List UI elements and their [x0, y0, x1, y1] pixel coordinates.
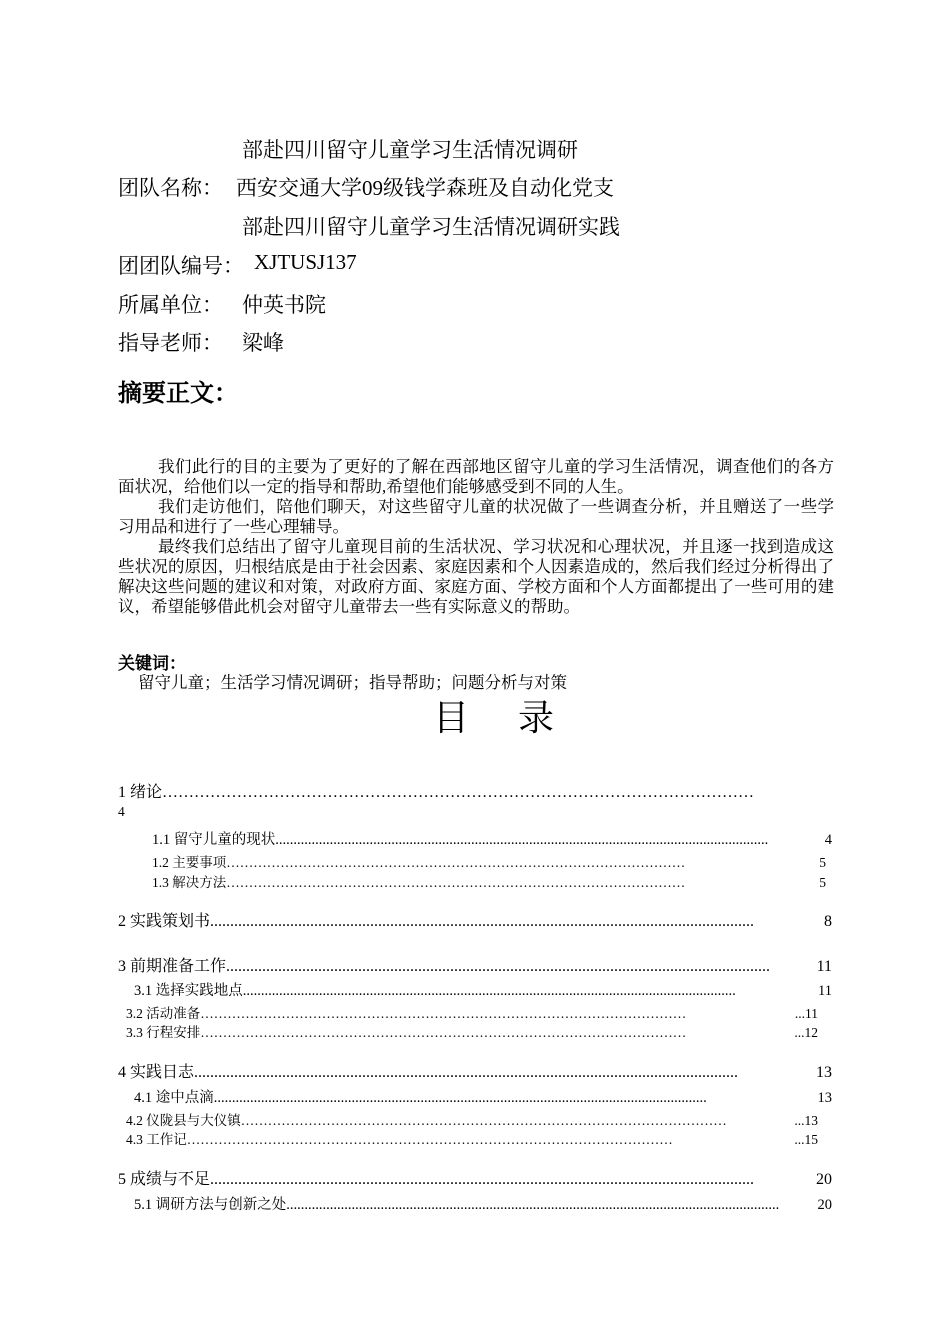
toc-leader: ……………………………………………………………………………………………… [240, 1113, 727, 1128]
toc-entry-label: 5 成绩与不足 [118, 1171, 211, 1188]
abstract-title: 摘要正文： [118, 381, 238, 407]
toc-page-number: 5 [819, 855, 826, 870]
toc-entry-label: 4.2 仪陇县与大仪镇 [126, 1113, 241, 1128]
abstract-paragraph-2: 我们走访他们，陪他们聊天，对这些留守儿童的状况做了一些调查分析，并且赠送了一些学习用品和进行了一些心理辅导。 [118, 497, 834, 536]
toc-entry[interactable] [152, 871, 826, 891]
team-id-label: 团团队编号： [118, 254, 244, 278]
toc-page-number: 20 [816, 1171, 832, 1188]
toc-page-number: ...15 [794, 1132, 818, 1147]
toc-title: 目 录 [433, 698, 575, 738]
toc-entry-label: 2 实践策划书 [118, 913, 211, 930]
toc-page-number: ...12 [794, 1025, 818, 1040]
toc-entry-label: 3.1 选择实践地点 [134, 983, 243, 999]
toc-page-number: 11 [818, 983, 832, 999]
toc-leader: ........................................................................................................................................ [210, 1171, 755, 1188]
toc-leader: ……………………………………………………………………………………………… [200, 1025, 687, 1040]
unit-label: 所属单位： [118, 293, 223, 317]
advisor-label: 指导老师： [118, 331, 223, 355]
toc-page-number: 13 [816, 1064, 832, 1081]
toc-leader: ………………………………………………………………………………………… [226, 875, 686, 890]
toc-page-number: 5 [819, 875, 826, 890]
toc-page-number: ...11 [794, 1006, 818, 1021]
toc-leader: ........................................................................................................................................ [286, 1197, 780, 1213]
abstract-paragraph-1: 我们此行的目的主要为了更好的了解在西部地区留守儿童的学习生活情况，调查他们的各方面状况，给他们以一定的指导和帮助,希望他们能够感受到不同的人生。 [118, 457, 834, 496]
toc-entry-label: 1 绪论 [118, 784, 163, 801]
toc-entry[interactable] [126, 1002, 818, 1022]
toc-leader: ……………………………………………………………………………………………… [200, 1006, 687, 1021]
team-name: 西安交通大学09级钱学森班及自动化党支 [236, 176, 614, 200]
toc-entry-label: 4.3 工作记 [126, 1132, 187, 1147]
keywords: 留守儿童；生活学习情况调研；指导帮助；问题分析与对策 [138, 673, 567, 692]
toc-page-number: 8 [824, 913, 832, 930]
header-line-1: 部赴四川留守儿童学习生活情况调研 [242, 138, 578, 162]
toc-leader: ........................................................................................................................................ [275, 832, 769, 848]
unit: 仲英书院 [242, 293, 326, 317]
keywords-label: 关键词： [118, 654, 186, 673]
toc-entry[interactable] [118, 1166, 832, 1189]
toc-entry-label: 1.3 解决方法 [152, 875, 227, 890]
toc-leader: ........................................................................................................................................ [226, 958, 771, 975]
toc-leader: ........................................................................................................................................ [213, 1090, 707, 1106]
team-name-label: 团队名称： [118, 176, 223, 200]
toc-entry-label: 3.2 活动准备 [126, 1006, 201, 1021]
toc-entry-label: 3 前期准备工作 [118, 958, 227, 975]
toc-page-number: 13 [817, 1090, 832, 1106]
toc-leader: ........................................................................................................................................ [242, 983, 736, 999]
toc-entry-label: 3.3 行程安排 [126, 1025, 201, 1040]
toc-entry[interactable] [134, 1193, 832, 1214]
toc-entry[interactable] [134, 979, 832, 1000]
team-name-continued: 部赴四川留守儿童学习生活情况调研实践 [242, 215, 620, 239]
team-id: XJTUSJ137 [254, 250, 357, 274]
toc-entry[interactable] [152, 828, 832, 849]
toc-entry[interactable] [134, 1086, 832, 1107]
toc-entry-label: 1.2 主要事项 [152, 855, 227, 870]
toc-leader: ……………………………………………………………………………………………… [186, 1132, 673, 1147]
toc-entry-label: 1.1 留守儿童的现状 [152, 832, 276, 848]
toc-entry-label: 5.1 调研方法与创新之处 [134, 1197, 287, 1213]
toc-page-number: 4 [824, 832, 832, 848]
toc-entry[interactable] [126, 1128, 818, 1148]
abstract-paragraph-3: 最终我们总结出了留守儿童现目前的生活状况、学习状况和心理状况，并且逐一找到造成这些状况的原因，归根结底是由于社会因素、家庭因素和个人因素造成的，然后我们经过分析得出了解决这些问题的建议和对策，对政府方面、家庭方面、学校方面和个人方面都提出了一些可用的建议，希望能够借此机会对留守儿童带去一些有实际意义的帮助。 [118, 537, 834, 616]
toc-entry-label: 4 [118, 804, 125, 819]
toc-page-number: 11 [816, 958, 832, 975]
toc-entry[interactable] [118, 953, 832, 976]
toc-page-number: ...13 [794, 1113, 818, 1128]
toc-leader: ………………………………………………………………………………………………… [162, 784, 755, 801]
toc-entry[interactable] [126, 1109, 818, 1129]
toc-entry[interactable] [152, 851, 826, 871]
toc-leader: ........................................................................................................................................ [194, 1064, 739, 1081]
toc-entry-label: 4 实践日志 [118, 1064, 195, 1081]
toc-entry[interactable] [118, 908, 832, 931]
toc-entry-label: 4.1 途中点滴 [134, 1090, 214, 1106]
toc-leader: ........................................................................................................................................ [210, 913, 755, 930]
toc-entry[interactable] [118, 1059, 832, 1082]
toc-entry[interactable] [126, 1021, 818, 1041]
advisor: 梁峰 [242, 331, 284, 355]
toc-entry[interactable] [118, 779, 834, 802]
toc-page-number: 20 [817, 1197, 832, 1213]
toc-leader: ………………………………………………………………………………………… [226, 855, 686, 870]
